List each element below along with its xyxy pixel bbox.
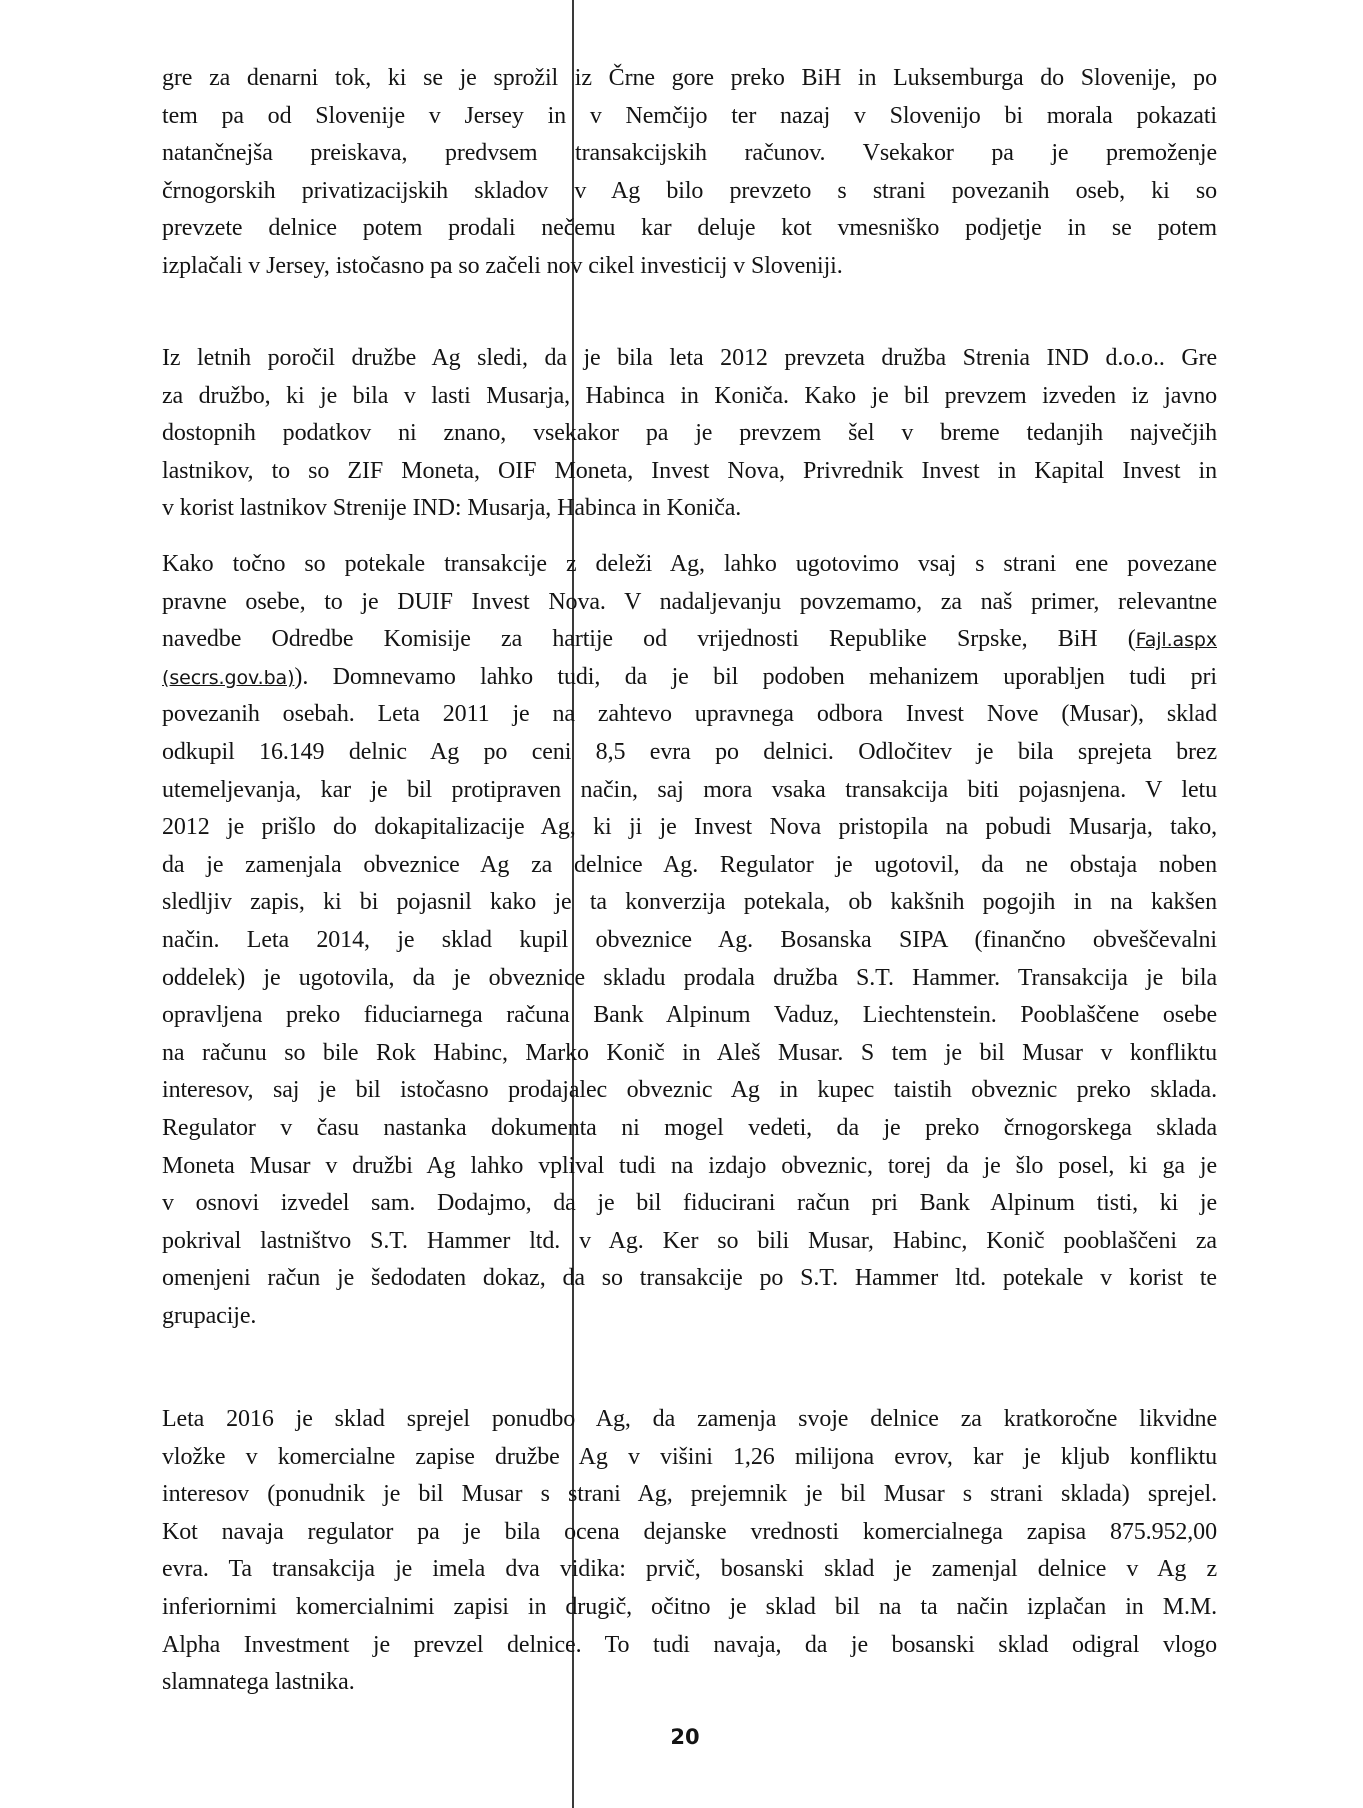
- text-line: izplačali v Jersey, istočasno pa so začeli nov cikel investicij v Sloveniji.: [162, 252, 843, 279]
- text-line: oddelek) je ugotovila, da je obveznice skladu prodala družba S.T. Hammer. Transakcija je bila: [162, 964, 1217, 991]
- text-line: Alpha Investment je prevzel delnice. To tudi navaja, da je bosanski sklad odigral vlogo: [162, 1631, 1217, 1658]
- text-line: dostopnih podatkov ni znano, vsekakor pa je prevzem šel v breme tedanjih največjih: [162, 420, 1217, 447]
- text-line: pravne osebe, to je DUIF Invest Nova. V nadaljevanju povzemamo, za naš primer, relevantne: [162, 588, 1217, 615]
- text-line: 2012 je prišlo do dokapitalizacije Ag, ki ji je Invest Nova pristopila na pobudi Musarja, tako,: [162, 814, 1217, 841]
- text-line: gre za denarni tok, ki se je sprožil iz Črne gore preko BiH in Luksemburga do Slovenije, po: [162, 65, 1217, 91]
- page-number: 20: [670, 1725, 700, 1749]
- text-line: opravljena preko fiduciarnega računa Bank Alpinum Vaduz, Liechtenstein. Pooblaščene osebe: [162, 1002, 1217, 1029]
- text-line: povezanih osebah. Leta 2011 je na zahtevo upravnega odbora Invest Nove (Musar), sklad: [162, 701, 1217, 728]
- text-line: sledljiv zapis, ki bi pojasnil kako je ta konverzija potekala, ob kakšnih pogojih in na kakšen: [162, 889, 1217, 916]
- text-line: omenjeni račun je šedodaten dokaz, da so transakcije po S.T. Hammer ltd. potekale v korist te: [162, 1265, 1217, 1292]
- text-line: interesov, saj je bil istočasno prodajalec obveznic Ag in kupec taistih obveznic preko sklada.: [162, 1077, 1217, 1104]
- source-link-fajl[interactable]: Fajl.aspx: [1135, 629, 1217, 652]
- paragraph-1: [162, 60, 1217, 286]
- source-link-secrs[interactable]: (secrs.gov.ba): [162, 666, 295, 689]
- text-line: v korist lastnikov Strenije IND: Musarja, Habinca in Koniča.: [162, 495, 742, 522]
- text-line: Kako točno so potekale transakcije z deleži Ag, lahko ugotovimo vsaj s strani ene povezane: [162, 551, 1217, 577]
- text-line: Regulator v času nastanka dokumenta ni mogel vedeti, da je preko črnogorskega sklada: [162, 1114, 1217, 1141]
- text-line: interesov (ponudnik je bil Musar s strani Ag, prejemnik je bil Musar s strani sklada) sprejel.: [162, 1481, 1217, 1508]
- text-line: Moneta Musar v družbi Ag lahko vplival tudi na izdajo obveznic, torej da je šlo posel, ki ga je: [162, 1152, 1217, 1179]
- text-segment: ). Domnevamo lahko tudi, da je bil podoben mehanizem uporabljen tudi pri: [294, 663, 1217, 690]
- text-line-with-link: [162, 659, 1217, 697]
- text-line: črnogorskih privatizacijskih skladov v Ag bilo prevzeto s strani povezanih oseb, ki so: [162, 177, 1217, 204]
- text-line: lastnikov, to so ZIF Moneta, OIF Moneta, Invest Nova, Privrednik Invest in Kapital Invest in: [162, 457, 1217, 484]
- paragraph-2: [162, 340, 1217, 528]
- text-line: odkupil 16.149 delnic Ag po ceni 8,5 evra po delnici. Odločitev je bila sprejeta brez: [162, 738, 1217, 765]
- text-line: pokrival lastništvo S.T. Hammer ltd. v Ag. Ker so bili Musar, Habinc, Konič pooblaščeni za: [162, 1227, 1217, 1254]
- paragraph-4: [162, 1401, 1217, 1702]
- text-line: utemeljevanja, kar je bil protipraven način, saj mora vsaka transakcija biti pojasnjena. V letu: [162, 776, 1217, 803]
- paragraph-3: [162, 546, 1217, 1335]
- text-line: prevzete delnice potem prodali nečemu kar deluje kot vmesniško podjetje in se potem: [162, 215, 1217, 242]
- text-line: na računu so bile Rok Habinc, Marko Konič in Aleš Musar. S tem je bil Musar v konfliktu: [162, 1039, 1217, 1066]
- text-line: za družbo, ki je bila v lasti Musarja, Habinca in Koniča. Kako je bil prevzem izveden iz javno: [162, 382, 1217, 409]
- text-line: slamnatega lastnika.: [162, 1669, 355, 1696]
- text-line: Kot navaja regulator pa je bila ocena dejanske vrednosti komercialnega zapisa 875.952,00: [162, 1518, 1217, 1545]
- text-line: vložke v komercialne zapise družbe Ag v višini 1,26 milijona evrov, kar je kljub konfliktu: [162, 1443, 1217, 1470]
- text-line: Iz letnih poročil družbe Ag sledi, da je bila leta 2012 prevzeta družba Strenia IND d.o.o.. Gre: [162, 345, 1217, 371]
- text-line: inferiornimi komercialnimi zapisi in drugič, očitno je sklad bil na ta način izplačan in M.M.: [162, 1593, 1217, 1620]
- text-line: v osnovi izvedel sam. Dodajmo, da je bil fiducirani račun pri Bank Alpinum tisti, ki je: [162, 1190, 1217, 1217]
- text-line: evra. Ta transakcija je imela dva vidika: prvič, bosanski sklad je zamenjal delnice v Ag z: [162, 1556, 1217, 1583]
- text-line: grupacije.: [162, 1302, 257, 1329]
- text-line-with-link: [162, 621, 1217, 659]
- text-segment: navedbe Odredbe Komisije za hartije od vrijednosti Republike Srpske, BiH (: [162, 626, 1136, 653]
- text-line: način. Leta 2014, je sklad kupil obveznice Ag. Bosanska SIPA (finančno obveščevalni: [162, 926, 1217, 953]
- text-line: natančnejša preiskava, predvsem transakcijskih računov. Vsekakor pa je premoženje: [162, 140, 1217, 167]
- text-line: Leta 2016 je sklad sprejel ponudbo Ag, da zamenja svoje delnice za kratkoročne likvidne: [162, 1406, 1217, 1432]
- text-line: tem pa od Slovenije v Jersey in v Nemčijo ter nazaj v Slovenijo bi morala pokazati: [162, 102, 1217, 129]
- text-line: da je zamenjala obveznice Ag za delnice Ag. Regulator je ugotovil, da ne obstaja noben: [162, 851, 1217, 878]
